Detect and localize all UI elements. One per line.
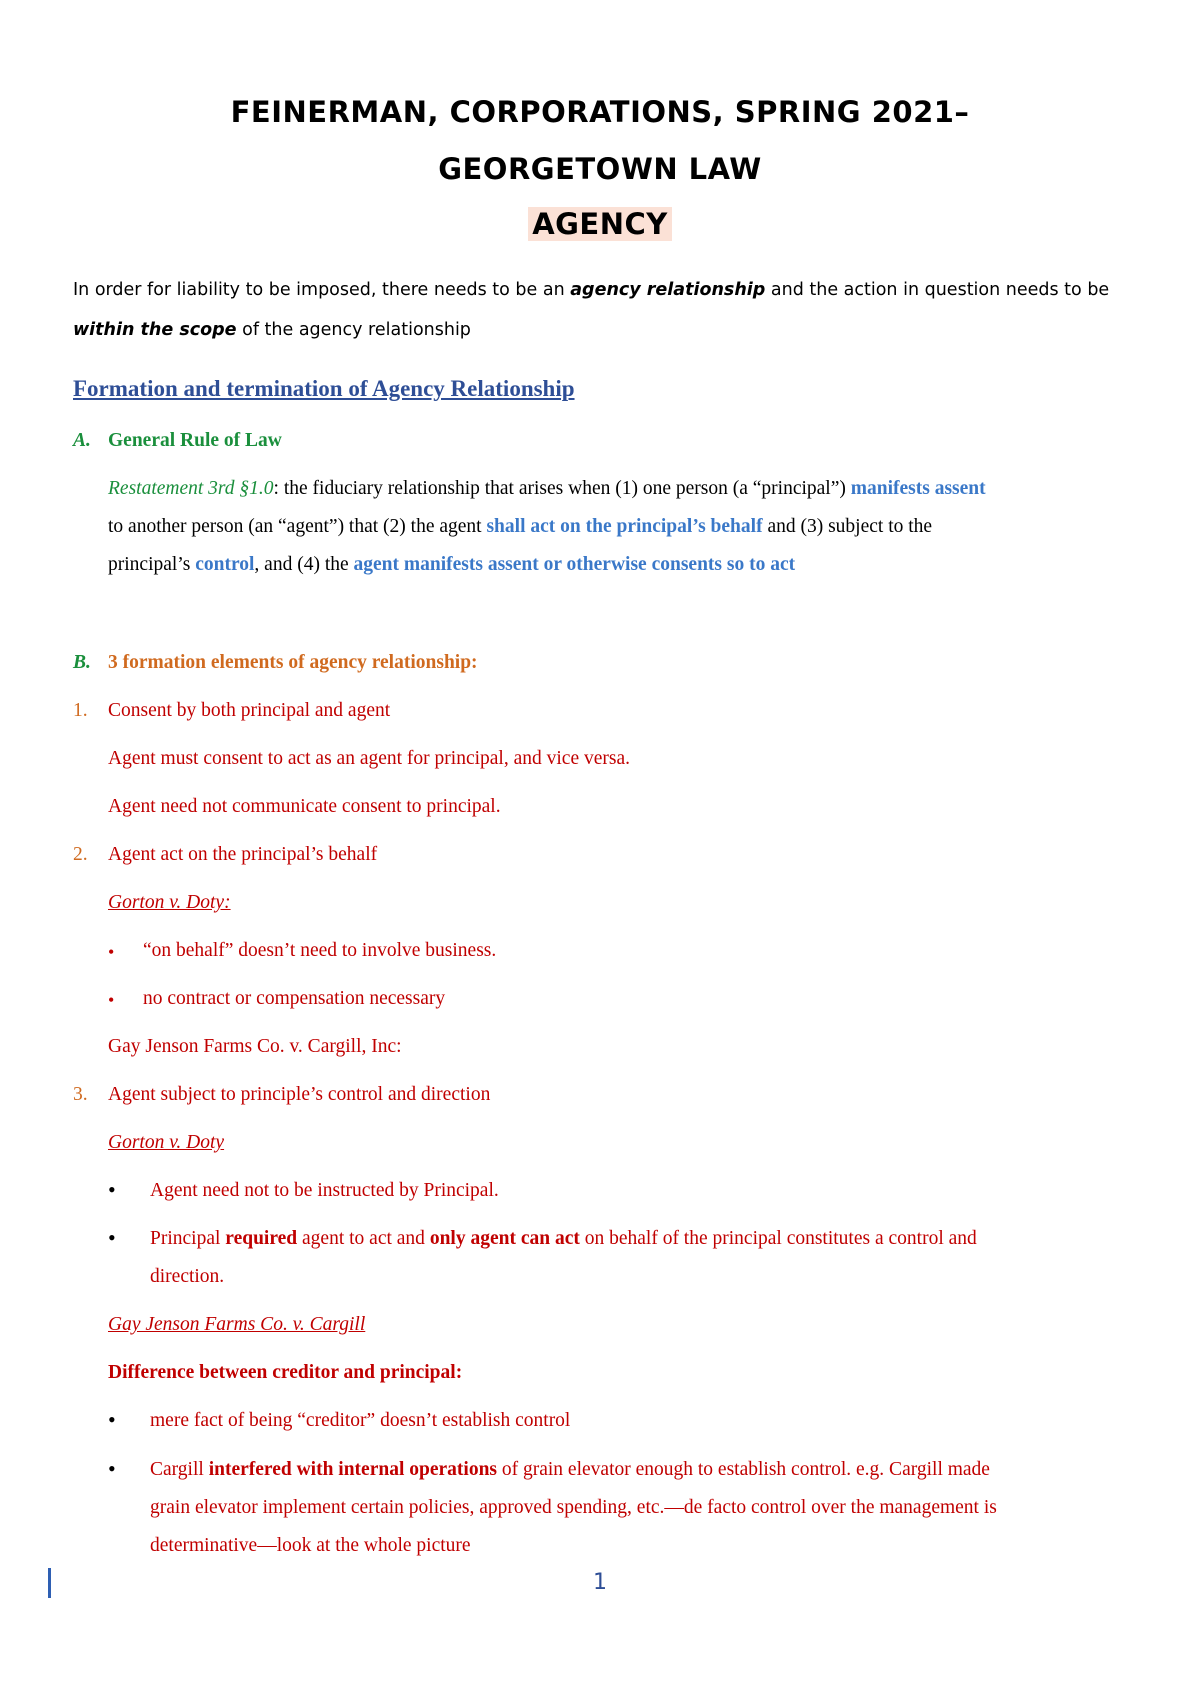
doc-title-line-2: GEORGETOWN LAW (438, 152, 762, 186)
part-b-heading: 3 formation elements of agency relationship: (108, 652, 478, 673)
item-1-para-2: Agent need not communicate consent to principal. (108, 796, 501, 817)
bullet-dot: • (108, 1407, 116, 1432)
item-3-bullet-2-line-2: direction. (150, 1266, 225, 1287)
rule-text: : the fiduciary relationship that arises when (1) one person (a “principal”) (273, 478, 851, 499)
case-gay-jenson-farms-2: Gay Jenson Farms Co. v. Cargill (108, 1314, 366, 1335)
part-a-letter: A. (73, 430, 91, 451)
bullet-text: Cargill (150, 1459, 209, 1480)
part-b-marker (73, 652, 91, 674)
rule-text: and (3) subject to the (762, 516, 933, 537)
agency-heading (0, 207, 1200, 241)
intro-line-1 (73, 280, 1138, 300)
case-gorton-v-doty-2: Gorton v. Doty (108, 1132, 225, 1153)
item-1-para-1: Agent must consent to act as an agent for principal, and vice versa. (108, 748, 630, 769)
bullet-dot: • (108, 1225, 116, 1250)
bullet-text: agent to act and (297, 1228, 430, 1249)
rule-emphasis: manifests assent (850, 478, 986, 499)
doc-title-line-1: FEINERMAN, CORPORATIONS, SPRING 2021– (230, 95, 970, 129)
restatement-cite: Restatement 3rd §1.0 (108, 478, 274, 499)
section-heading: Formation and termination of Agency Relationship (73, 376, 575, 401)
bullet-text: of grain elevator enough to establish control. e.g. Cargill made (497, 1459, 990, 1480)
case-gay-jenson-farms: Gay Jenson Farms Co. v. Cargill, Inc: (108, 1036, 402, 1057)
rule-text: to another person (an “agent”) that (2) the agent (108, 516, 487, 537)
difference-heading: Difference between creditor and principal: (108, 1362, 463, 1383)
agency-heading-text: AGENCY (528, 207, 672, 241)
rule-text: , and (4) the (254, 554, 354, 575)
page-number: 1 (593, 1570, 607, 1595)
item-3-bullet-4-line-3: determinative—look at the whole picture (150, 1535, 471, 1556)
intro-emphasis: within the scope (73, 320, 237, 340)
part-a-rule-line-3 (108, 554, 795, 576)
item-1-number: 1. (73, 700, 88, 721)
rule-emphasis: control (195, 554, 255, 575)
intro-line-2 (73, 320, 471, 340)
part-a-rule-line-1 (108, 478, 1128, 500)
item-3-bullet-4-line-1 (150, 1459, 1128, 1481)
item-3-bullet-3: mere fact of being “creditor” doesn’t establish control (150, 1410, 571, 1431)
item-2-number: 2. (73, 844, 88, 865)
bullet-emphasis: interfered with internal operations (208, 1459, 497, 1480)
bullet-dot: • (108, 1456, 116, 1481)
part-b-letter: B. (73, 652, 91, 673)
intro-text: of the agency relationship (236, 320, 471, 340)
intro-text: In order for liability to be imposed, there needs to be an (73, 280, 571, 300)
rule-emphasis: agent manifests assent or otherwise consents so to act (353, 554, 796, 575)
item-3-bullet-1: Agent need not to be instructed by Principal. (150, 1180, 499, 1201)
case-gorton-v-doty: Gorton v. Doty: (108, 892, 231, 913)
rule-text: principal’s (108, 554, 196, 575)
item-2-title: Agent act on the principal’s behalf (108, 844, 378, 865)
bullet-text: on behalf of the principal constitutes a control and (579, 1228, 977, 1249)
item-3-bullet-2-line-1 (150, 1228, 1128, 1250)
item-3-number: 3. (73, 1084, 88, 1105)
item-1-title: Consent by both principal and agent (108, 700, 391, 721)
bullet-emphasis: only agent can act (429, 1228, 580, 1249)
rule-emphasis: shall act on the principal’s behalf (486, 516, 763, 537)
item-3-title: Agent subject to principle’s control and direction (108, 1084, 491, 1105)
item-2-bullet-1: “on behalf” doesn’t need to involve business. (143, 940, 497, 961)
part-a-rule-line-2 (108, 516, 1128, 538)
intro-text: and the action in question needs to be (765, 280, 1110, 300)
bullet-text: Principal (150, 1228, 226, 1249)
bullet-emphasis: required (225, 1228, 298, 1249)
item-3-bullet-4-line-2: grain elevator implement certain policies, approved spending, etc.—de facto control over the management is (150, 1497, 997, 1518)
bullet-dot: • (108, 990, 115, 1010)
part-a-marker (73, 430, 91, 452)
bullet-dot: • (108, 1177, 116, 1202)
intro-emphasis: agency relationship (570, 280, 766, 300)
item-2-bullet-2: no contract or compensation necessary (143, 988, 446, 1009)
bullet-dot: • (108, 942, 115, 962)
part-a-heading: General Rule of Law (108, 430, 282, 451)
